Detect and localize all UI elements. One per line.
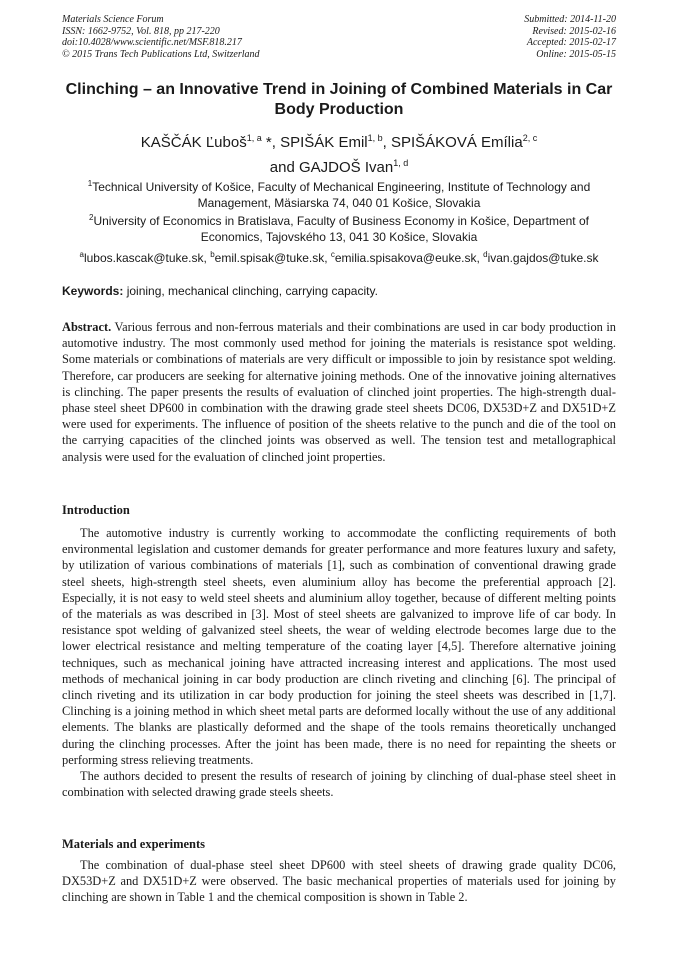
email-sup: c (330, 250, 335, 259)
paragraph: The automotive industry is currently working to accommodate the conflicting requirements of both environmental legislation and customer demands for greater performance and more features luxury and safety, by utilization of various combinations of materials [1], such as combination of conventional drawing grade steel sheets, high-strength steel sheets, even aluminium alloy has become the preferential approach [2]. Especially, it is not easy to weld steel sheets and aluminium alloy together, because of different melting points of the materials as was described in [3]. Most of steel sheets are galvanized to improve life of car body. In resistance spot welding of galvanized steel sheets, the wear of welding electrode becomes large due to the lower electrical resistance and melting temperature of the coating layer [4,5]. Therefore alternative joining techniques, such as mechanical joining have attracted increasing interest and applications. The most used methods of mechanical joining in car body production are clinch riveting and clinching [6]. The principal of clinch riveting and its utilization in car body production for joining the steel sheets was described in [1,7]. Clinching is a joining method in which sheet metal parts are deformed locally without the use of any additional elements. The blanks are plastically deformed and the shape of the tools remains theoretically unchanged during the clinching processes. After the joint has been made, there is no need for repainting the sheets or performing stress relieving treatments. (62, 526, 616, 767)
email-link[interactable]: emil.spisak@tuke.sk (214, 251, 325, 265)
corresponding-mark: * (261, 134, 272, 151)
email-sup: a (79, 250, 84, 259)
doi-line[interactable]: doi:10.4028/www.scientific.net/MSF.818.217 (62, 37, 242, 49)
journal-info (62, 14, 260, 60)
affiliation-1 (62, 176, 616, 211)
email-sup: d (483, 250, 488, 259)
keywords-text: joining, mechanical clinching, carrying capacity. (123, 284, 378, 298)
section-heading-introduction: Introduction (62, 503, 130, 517)
author-list: KAŠČÁK Ľuboš$^{1, a}$ *, SPIŠÁK Emil$^{1, b}$, SPIŠÁKOVÁ Emília$^{2, c}$ and GAJDOŠ Ivan$^{1, d}$ (140, 133, 538, 176)
author-name: KAŠČÁK Ľuboš (140, 134, 247, 151)
affiliation-sup: 2 (89, 213, 94, 222)
author-name: SPIŠÁKOVÁ Emília (390, 134, 523, 151)
author-affil-sup: 1, a (246, 133, 262, 143)
affiliation-text: Technical University of Košice, Faculty of Mechanical Engineering, Institute of Technology and Management, Mäsiarska 74, 040 01 Košice, Slovakia (92, 180, 591, 210)
author-name: GAJDOŠ Ivan (298, 159, 394, 176)
issn-line: ISSN: 1662-9752, Vol. 818, pp 217-220 (62, 25, 220, 37)
author-name: SPIŠÁK Emil (280, 134, 368, 151)
email-link[interactable]: ivan.gajdos@tuke.sk (487, 251, 599, 265)
paragraph: The combination of dual-phase steel sheet DP600 with steel sheets of drawing grade quality DC06, DX53D+Z and DX51D+Z were observed. The basic mechanical properties of materials used for joining by clinching are shown in Table 1 and the chemical composition is shown in Table 2. (62, 858, 616, 905)
online-date: Online: 2015-05-15 (536, 48, 616, 60)
abstract-label: Abstract. (62, 320, 112, 334)
email-list: $^a$lubos.kascak@tuke.sk, $^b$emil.spisak@tuke.sk, $^c$emilia.spisakova@euke.sk, $^d$ivan.gajdos@tuke.sk (79, 250, 599, 265)
submitted-date: Submitted: 2014-11-20 (524, 14, 616, 25)
copyright-line: © 2015 Trans Tech Publications Ltd, Switzerland (62, 48, 260, 60)
affiliation-sup: 1 (87, 179, 93, 188)
email-sup: b (210, 250, 215, 259)
email-link[interactable]: lubos.kascak@tuke.sk (83, 251, 204, 265)
keywords-label: Keywords: (62, 284, 124, 298)
email-link[interactable]: emilia.spisakova@euke.sk (334, 251, 477, 265)
paragraph: The authors decided to present the results of research of joining by clinching of dual-phase steel sheet in combination with selected drawing grade steels sheets. (62, 769, 616, 800)
keywords (62, 283, 616, 299)
paper-title: Clinching – an Innovative Trend in Joining of Combined Materials in Car Body Production (65, 81, 613, 118)
affiliation-text: University of Economics in Bratislava, Faculty of Business Economy in Košice, Department of Economics, Tajovského 13, 041 30 Košice, Slovakia (93, 214, 589, 244)
author-affil-sup: 1, d (393, 158, 409, 168)
author-affil-sup: 1, b (367, 133, 383, 143)
introduction-body (62, 525, 616, 800)
author-affil-sup: 2, c (522, 133, 538, 143)
author-conjunction: and (269, 159, 299, 176)
abstract-text: Various ferrous and non-ferrous materials and their combinations are used in car body production in automotive industry. The most commonly used method for joining the materials is resistance spot welding. Some materials or combinations of materials are very difficult or impossible to join by resistance spot welding. Therefore, car producers are seeking for alternative joining methods. One of the innovative joining alternatives is clinching. The paper presents the results of evaluation of clinched joint properties. The high-strength dual-phase steel sheet DP600 in combination with the drawing grade steel sheets DC06, DX53D+Z and DX51D+Z were used for experiments. The influence of position of the sheets relative to the punch and die of the tool on the carrying capacities of the clinched joints was observed as well. The tension test and metallographical analysis were used for the evaluation of clinched joint properties. (62, 320, 616, 464)
revised-date: Revised: 2015-02-16 (532, 25, 616, 37)
dates-info (524, 14, 616, 60)
journal-name: Materials Science Forum (62, 14, 164, 25)
abstract (62, 319, 616, 465)
accepted-date: Accepted: 2015-02-17 (526, 37, 616, 49)
section-heading-materials: Materials and experiments (62, 837, 206, 851)
affiliation-2 (62, 210, 616, 245)
